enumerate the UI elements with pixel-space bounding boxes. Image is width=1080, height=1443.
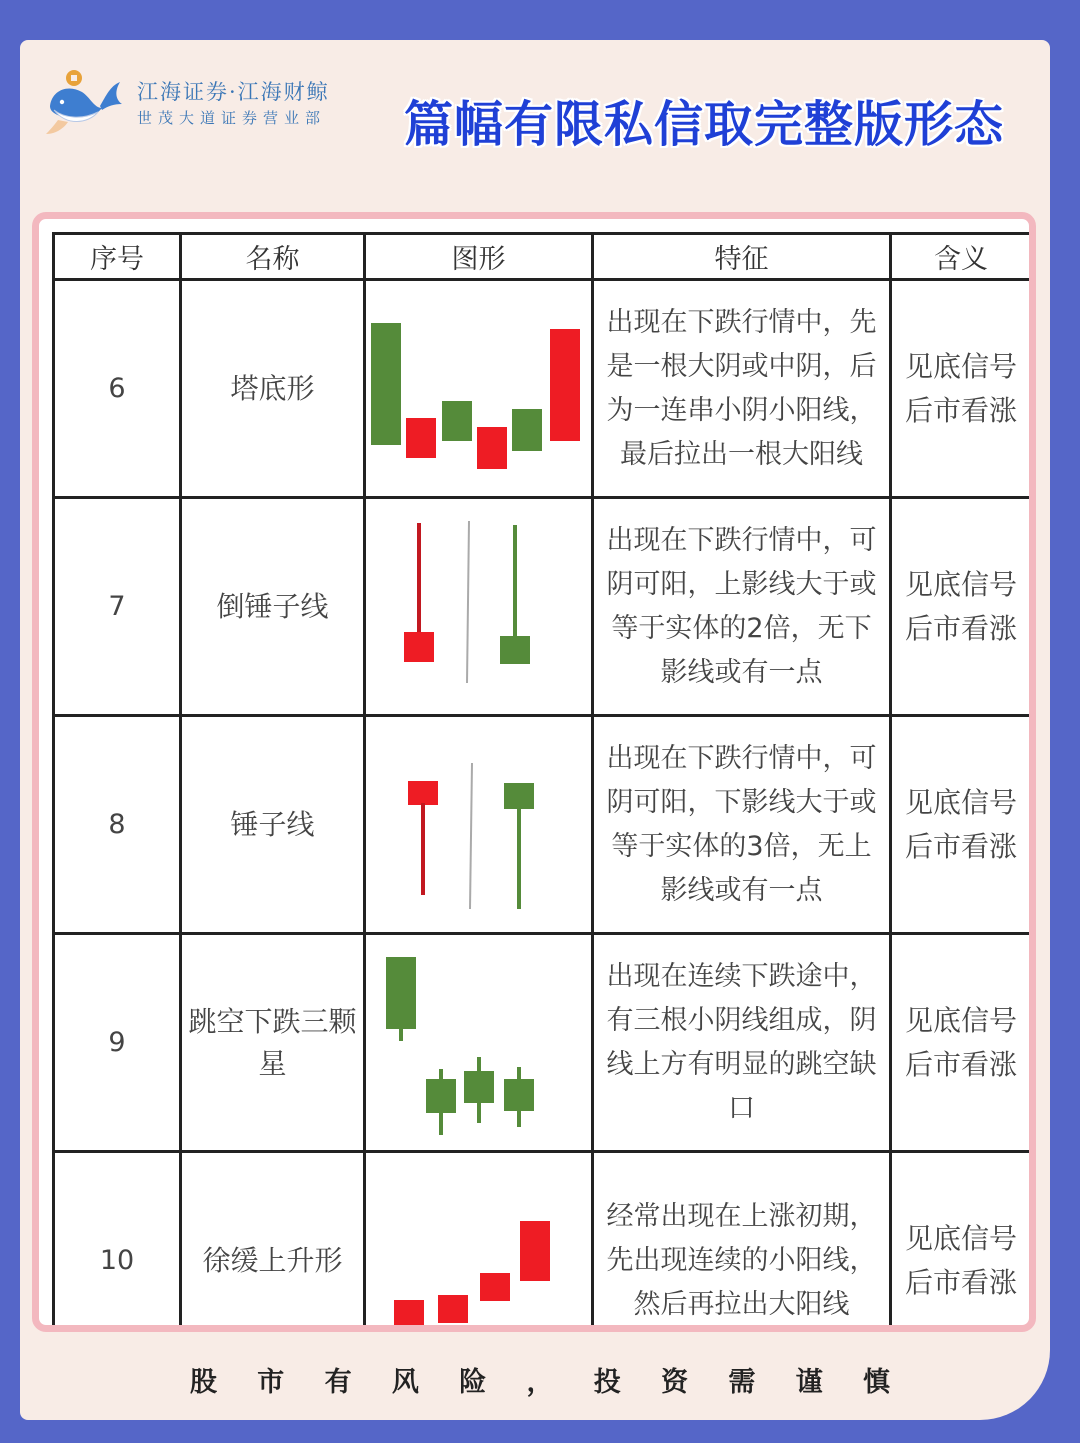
table-frame	[32, 212, 1036, 1332]
table-row	[54, 716, 1032, 934]
pattern-feature: 经常出现在上涨初期，先出现连续的小阳线，然后再拉出大阳线	[593, 1152, 891, 1333]
row-number: 8	[54, 716, 181, 934]
pattern-figure	[365, 280, 593, 498]
row-number: 7	[54, 498, 181, 716]
header-feature: 特征	[593, 234, 891, 280]
footer-char: 股	[190, 1367, 217, 1398]
row-number: 6	[54, 280, 181, 498]
header-name: 名称	[181, 234, 365, 280]
pattern-meaning: 见底信号后市看涨	[891, 498, 1032, 716]
pattern-name: 徐缓上升形	[181, 1152, 365, 1333]
page-title: 篇幅有限私信取完整版形态	[404, 96, 1005, 153]
footer-char: ，	[526, 1367, 554, 1398]
header-no: 序号	[54, 234, 181, 280]
pattern-figure	[365, 934, 593, 1152]
pattern-table	[52, 232, 1033, 1332]
pattern-name: 倒锤子线	[181, 498, 365, 716]
row-number: 10	[54, 1152, 181, 1333]
footer-char: 资	[661, 1367, 689, 1398]
footer-char: 险	[459, 1367, 487, 1398]
risk-warning-footer	[190, 1360, 890, 1399]
table-row	[54, 498, 1032, 716]
header-meaning: 含义	[891, 234, 1032, 280]
header-figure: 图形	[365, 234, 593, 280]
pattern-figure	[365, 1152, 593, 1333]
footer-char: 风	[391, 1367, 419, 1398]
footer-char: 慎	[862, 1367, 890, 1398]
table-row	[54, 280, 1032, 498]
footer-char: 投	[593, 1367, 621, 1398]
pattern-name: 跳空下跌三颗星	[181, 934, 365, 1152]
footer-char: 有	[324, 1367, 352, 1398]
brand-branch: 世茂大道证券营业部	[137, 109, 327, 127]
inverted-hammer-candles-icon	[366, 501, 594, 713]
slow-rise-candles-icon	[366, 1155, 594, 1333]
brand-name: 江海证券·江海财鲸	[137, 80, 330, 104]
whale-coin-logo-icon	[44, 62, 126, 142]
pattern-feature: 出现在下跌行情中，先是一根大阴或中阴，后为一连串小阴小阳线，最后拉出一根大阳线	[593, 280, 891, 498]
table-row	[54, 934, 1032, 1152]
footer-char: 谨	[795, 1367, 823, 1398]
pattern-figure	[365, 498, 593, 716]
pattern-meaning: 见底信号后市看涨	[891, 1152, 1032, 1333]
row-number: 9	[54, 934, 181, 1152]
pattern-feature: 出现在下跌行情中，可阴可阳，下影线大于或等于实体的3倍，无上影线或有一点	[593, 716, 891, 934]
pattern-meaning: 见底信号后市看涨	[891, 280, 1032, 498]
tower-bottom-candles-icon	[366, 283, 594, 495]
table-row	[54, 1152, 1032, 1333]
footer-char: 市	[257, 1367, 285, 1398]
pattern-figure	[365, 716, 593, 934]
pattern-feature: 出现在下跌行情中，可阴可阳，上影线大于或等于实体的2倍，无下影线或有一点	[593, 498, 891, 716]
pattern-name: 塔底形	[181, 280, 365, 498]
table-header-row	[54, 234, 1032, 280]
pattern-feature: 出现在连续下跌途中，有三根小阴线组成，阴线上方有明显的跳空缺口	[593, 934, 891, 1152]
footer-char: 需	[728, 1367, 756, 1398]
pattern-name: 锤子线	[181, 716, 365, 934]
hammer-candles-icon	[366, 719, 594, 931]
gap-down-three-stars-candles-icon	[366, 937, 594, 1149]
pattern-meaning: 见底信号后市看涨	[891, 716, 1032, 934]
pattern-meaning: 见底信号后市看涨	[891, 934, 1032, 1152]
